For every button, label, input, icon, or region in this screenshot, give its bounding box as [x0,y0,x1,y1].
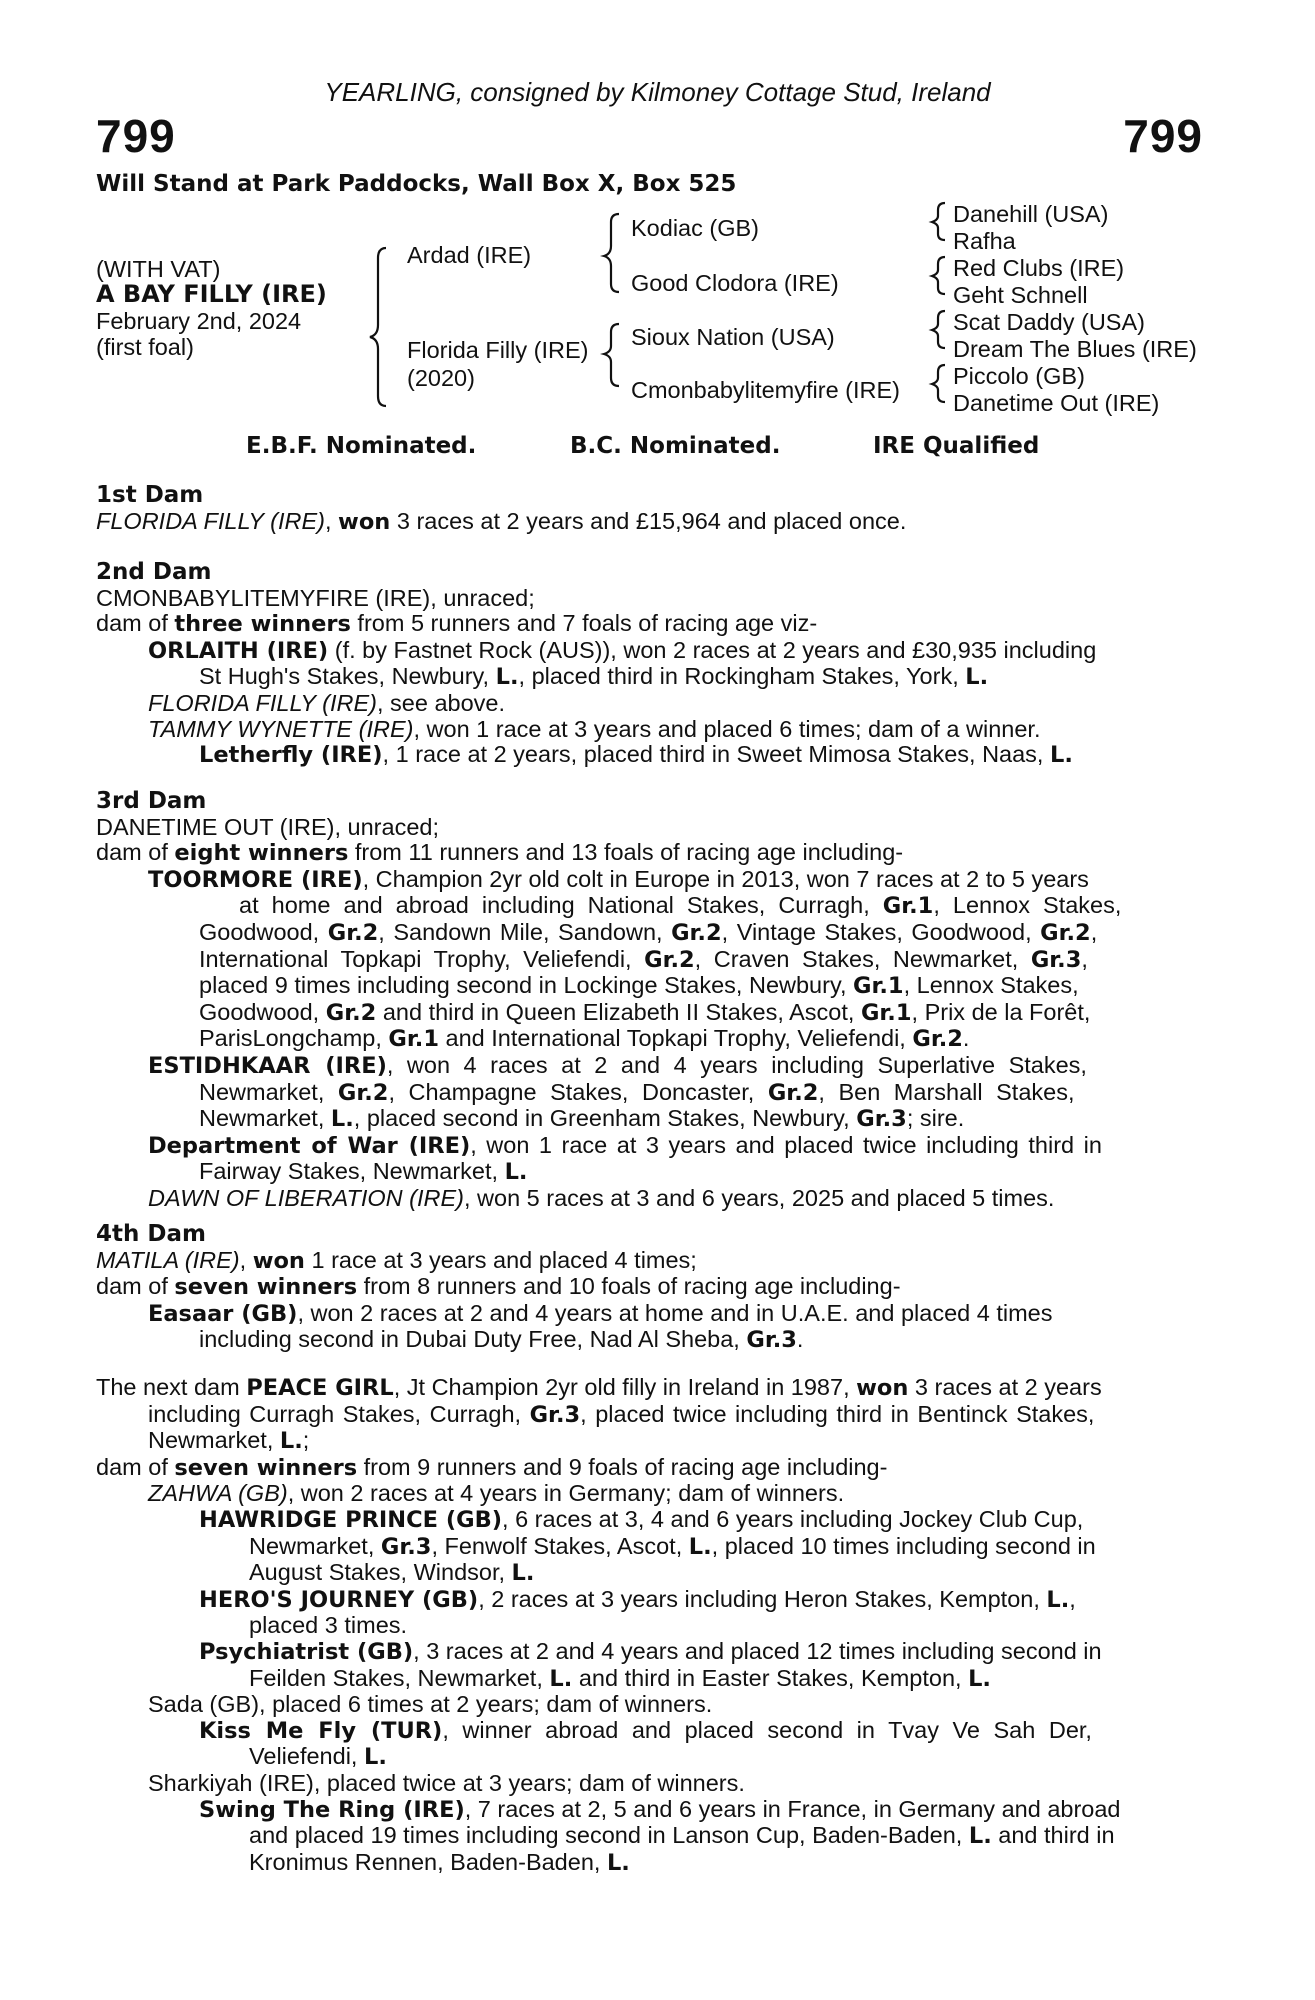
sharkiyah-entry: Sharkiyah (IRE), placed twice at 3 years; dam of winners. [148,1769,745,1796]
stand-location: Will Stand at Park Paddocks, Wall Box X, Box 525 [96,171,737,197]
lot-number-left: 799 [96,110,176,162]
fourth-dam-section: 4th Dam MATILA (IRE), won 1 race at 3 years and placed 4 times; dam of seven winners from 8 runners and 10 foals of racing age including- Easaar (GB), won 2 races at 2 and 4 years at home and in U.A.E. and placed 4 times including second in Dubai Duty Free, Nad Al Sheba, Gr.3. [96,1222,1206,1354]
third-dam-section: 3rd Dam DANETIME OUT (IRE), unraced; dam of eight winners from 11 runners and 13 foals of racing age including- TOORMORE (IRE), Champion 2yr old colt in Europe in 2013, won 7 races at 2 to 5 years at home and abroad including National Stakes, Curragh, Gr.1, Lennox Stakes, Goodwood, Gr.2, Sandown Mile, Sandown, Gr.2, Vintage Stakes, Goodwood, Gr.2, International Topkapi Trophy, Veliefendi, Gr.2, Craven Stakes, Newmarket, Gr.3, placed 9 times including second in Lockinge Stakes, Newbury, Gr.1, Lennox Stakes, Goodwood, Gr.2 and third in Queen Elizabeth II Stakes, Ascot, Gr.1, Prix de la Forêt, ParisLongchamp, Gr.1 and International Topkapi Trophy, Veliefendi, Gr.2. ESTIDHKAAR (IRE), won 4 races at 2 and 4 years including Superlative Stakes, Newmarket, Gr.2, Champagne Stakes, Doncaster, Gr.2, Ben Marshall Stakes, Newmarket, L., placed second in Greenham Stakes, Newbury, Gr.3; sire. Department of War (IRE), won 1 race at 3 years and placed twice including third in Fairway Stakes, Newmarket, L. DAWN OF LIBERATION (IRE), won 5 races at 3 and 6 years, 2025 and placed 5 times. [96,789,1206,1212]
sada-entry: Sada (GB), placed 6 times at 2 years; dam of winners. [148,1691,713,1718]
dam-sire-sire: Scat Daddy (USA) [953,309,1145,335]
ebf-nomination: E.B.F. Nominated. [246,433,477,459]
vat-note: (WITH VAT) [96,256,221,282]
dawn-of-liberation-entry: DAWN OF LIBERATION (IRE), won 5 races at 3 and 6 years, 2025 and placed 5 times. [148,1184,1055,1211]
bc-nomination: B.C. Nominated. [570,433,781,459]
third-dam-produce-summary: dam of eight winners from 11 runners and 13 foals of racing age including- [96,839,904,867]
first-dam-line: FLORIDA FILLY (IRE), won 3 races at 2 years and £15,964 and placed once. [96,507,907,535]
easaar-entry: Easaar (GB), won 2 races at 2 and 4 years at home and in U.A.E. and placed 4 times [148,1299,1053,1327]
heros-journey-entry: HERO'S JOURNEY (GB), 2 races at 3 years including Heron Stakes, Kempton, L., [199,1585,1076,1613]
kiss-me-fly-entry: Kiss Me Fly (TUR), winner abroad and placed second in Tvay Ve Sah Der, [199,1716,1092,1744]
zahwa-entry: ZAHWA (GB), won 2 races at 4 years in Germany; dam of winners. [148,1480,845,1507]
lot-number-right: 799 [1123,110,1203,162]
sire-dam-dam: Geht Schnell [953,282,1088,308]
letherfly-entry: Letherfly (IRE), 1 race at 2 years, placed third in Sweet Mimosa Stakes, Naas, L. [199,741,1073,769]
foal-note: (first foal) [96,334,194,360]
horse-dob: February 2nd, 2024 [96,308,302,334]
fourth-dam-produce-summary: dam of seven winners from 8 runners and 10 foals of racing age including- [96,1273,901,1301]
sire-dam-sire: Red Clubs (IRE) [953,255,1125,281]
next-dam-section: The next dam PEACE GIRL, Jt Champion 2yr old filly in Ireland in 1987, won 3 races at 2 years including Curragh Stakes, Curragh, Gr.3, placed twice including third in Bentinck Stakes, Newmarket, L.; dam of seven winners from 9 runners and 9 foals of racing age including- ZAHWA (GB), won 2 races at 4 years in Germany; dam of winners. HAWRIDGE PRINCE (GB), 6 races at 3, 4 and 6 years including Jockey Club Cup, Newmarket, Gr.3, Fenwolf Stakes, Ascot, L., placed 10 times including second in August Stakes, Windsor, L. HERO'S JOURNEY (GB), 2 races at 3 years including Heron Stakes, Kempton, L., placed 3 times. Psychiatrist (GB), 3 races at 2 and 4 years and placed 12 times including second in Feilden Stakes, Newmarket, L. and third in Easter Stakes, Kempton, L. Sada (GB), placed 6 times at 2 years; dam of winners. Kiss Me Fly (TUR), winner abroad and placed second in Tvay Ve Sah Der, Veliefendi, L. Sharkiyah (IRE), placed twice at 3 years; dam of winners. Swing The Ring (IRE), 7 races at 2, 5 and 6 years in France, in Germany and abroad and placed 19 times including second in Lanson Cup, Baden-Baden, L. and third in Kronimus Rennen, Baden-Baden, L. [96,1375,1206,1876]
second-dam-name: CMONBABYLITEMYFIRE (IRE), unraced; [96,584,535,611]
catalogue-subtitle: YEARLING, consigned by Kilmoney Cottage Stud, Ireland [324,77,991,107]
peace-girl-line: The next dam PEACE GIRL, Jt Champion 2yr old filly in Ireland in 1987, won 3 races at 2 years [96,1374,1102,1401]
third-dam-name: DANETIME OUT (IRE), unraced; [96,813,439,840]
ire-qualified: IRE Qualified [873,433,1040,459]
second-dam-heading: 2nd Dam [96,559,212,585]
next-dam-produce-summary: dam of seven winners from 9 runners and 9 foals of racing age including- [96,1453,888,1481]
fourth-dam-heading: 4th Dam [96,1221,206,1247]
dam-dam-dam: Danetime Out (IRE) [953,390,1160,416]
sire-name: Ardad (IRE) [407,242,532,268]
fourth-dam-name: MATILA (IRE), won 1 race at 3 years and placed 4 times; [96,1246,697,1274]
sire-sire-dam: Rafha [953,228,1016,254]
dam-dam-sire: Piccolo (GB) [953,363,1085,389]
first-dam-heading: 1st Dam [96,482,204,508]
dam-sire: Sioux Nation (USA) [631,324,835,350]
dam-dam: Cmonbabylitemyfire (IRE) [631,377,901,403]
estidhkaar-entry: ESTIDHKAAR (IRE), won 4 races at 2 and 4 years including Superlative Stakes, [148,1051,1087,1079]
hawridge-prince-entry: HAWRIDGE PRINCE (GB), 6 races at 3, 4 and 6 years including Jockey Club Cup, [199,1505,1084,1533]
sire-sire: Kodiac (GB) [631,215,759,241]
orlaith-entry: ORLAITH (IRE) (f. by Fastnet Rock (AUS)), won 2 races at 2 years and £30,935 including [148,636,1097,664]
first-dam-section [96,483,1206,535]
dam-name: Florida Filly (IRE) [407,337,589,363]
second-dam-section: 2nd Dam CMONBABYLITEMYFIRE (IRE), unraced; dam of three winners from 5 runners and 7 foals of racing age viz- ORLAITH (IRE) (f. by Fastnet Rock (AUS)), won 2 races at 2 years and £30,935 including St Hugh's Stakes, Newbury, L., placed third in Rockingham Stakes, York, L. FLORIDA FILLY (IRE), see above. TAMMY WYNETTE (IRE), won 1 race at 3 years and placed 6 times; dam of a winner. Letherfly (IRE), 1 race at 2 years, placed third in Sweet Mimosa Stakes, Naas, L. [96,560,1206,769]
swing-the-ring-entry: Swing The Ring (IRE), 7 races at 2, 5 and 6 years in France, in Germany and abroad [199,1795,1121,1823]
dam-sire-dam: Dream The Blues (IRE) [953,336,1197,362]
psychiatrist-entry: Psychiatrist (GB), 3 races at 2 and 4 years and placed 12 times including second in [199,1637,1102,1665]
second-dam-produce-summary: dam of three winners from 5 runners and 7 foals of racing age viz- [96,610,818,638]
horse-name: A BAY FILLY (IRE) [96,280,327,308]
dam-year: (2020) [407,365,475,391]
toormore-entry: TOORMORE (IRE), Champion 2yr old colt in Europe in 2013, won 7 races at 2 to 5 years [148,865,1089,893]
third-dam-heading: 3rd Dam [96,788,207,814]
sire-sire-sire: Danehill (USA) [953,201,1109,227]
florida-filly-entry: FLORIDA FILLY (IRE), see above. [148,689,506,716]
department-of-war-entry: Department of War (IRE), won 1 race at 3 years and placed twice including third in [148,1131,1102,1159]
tammy-wynette-entry: TAMMY WYNETTE (IRE), won 1 race at 3 years and placed 6 times; dam of a winner. [148,715,1041,742]
sire-dam: Good Clodora (IRE) [631,270,839,296]
